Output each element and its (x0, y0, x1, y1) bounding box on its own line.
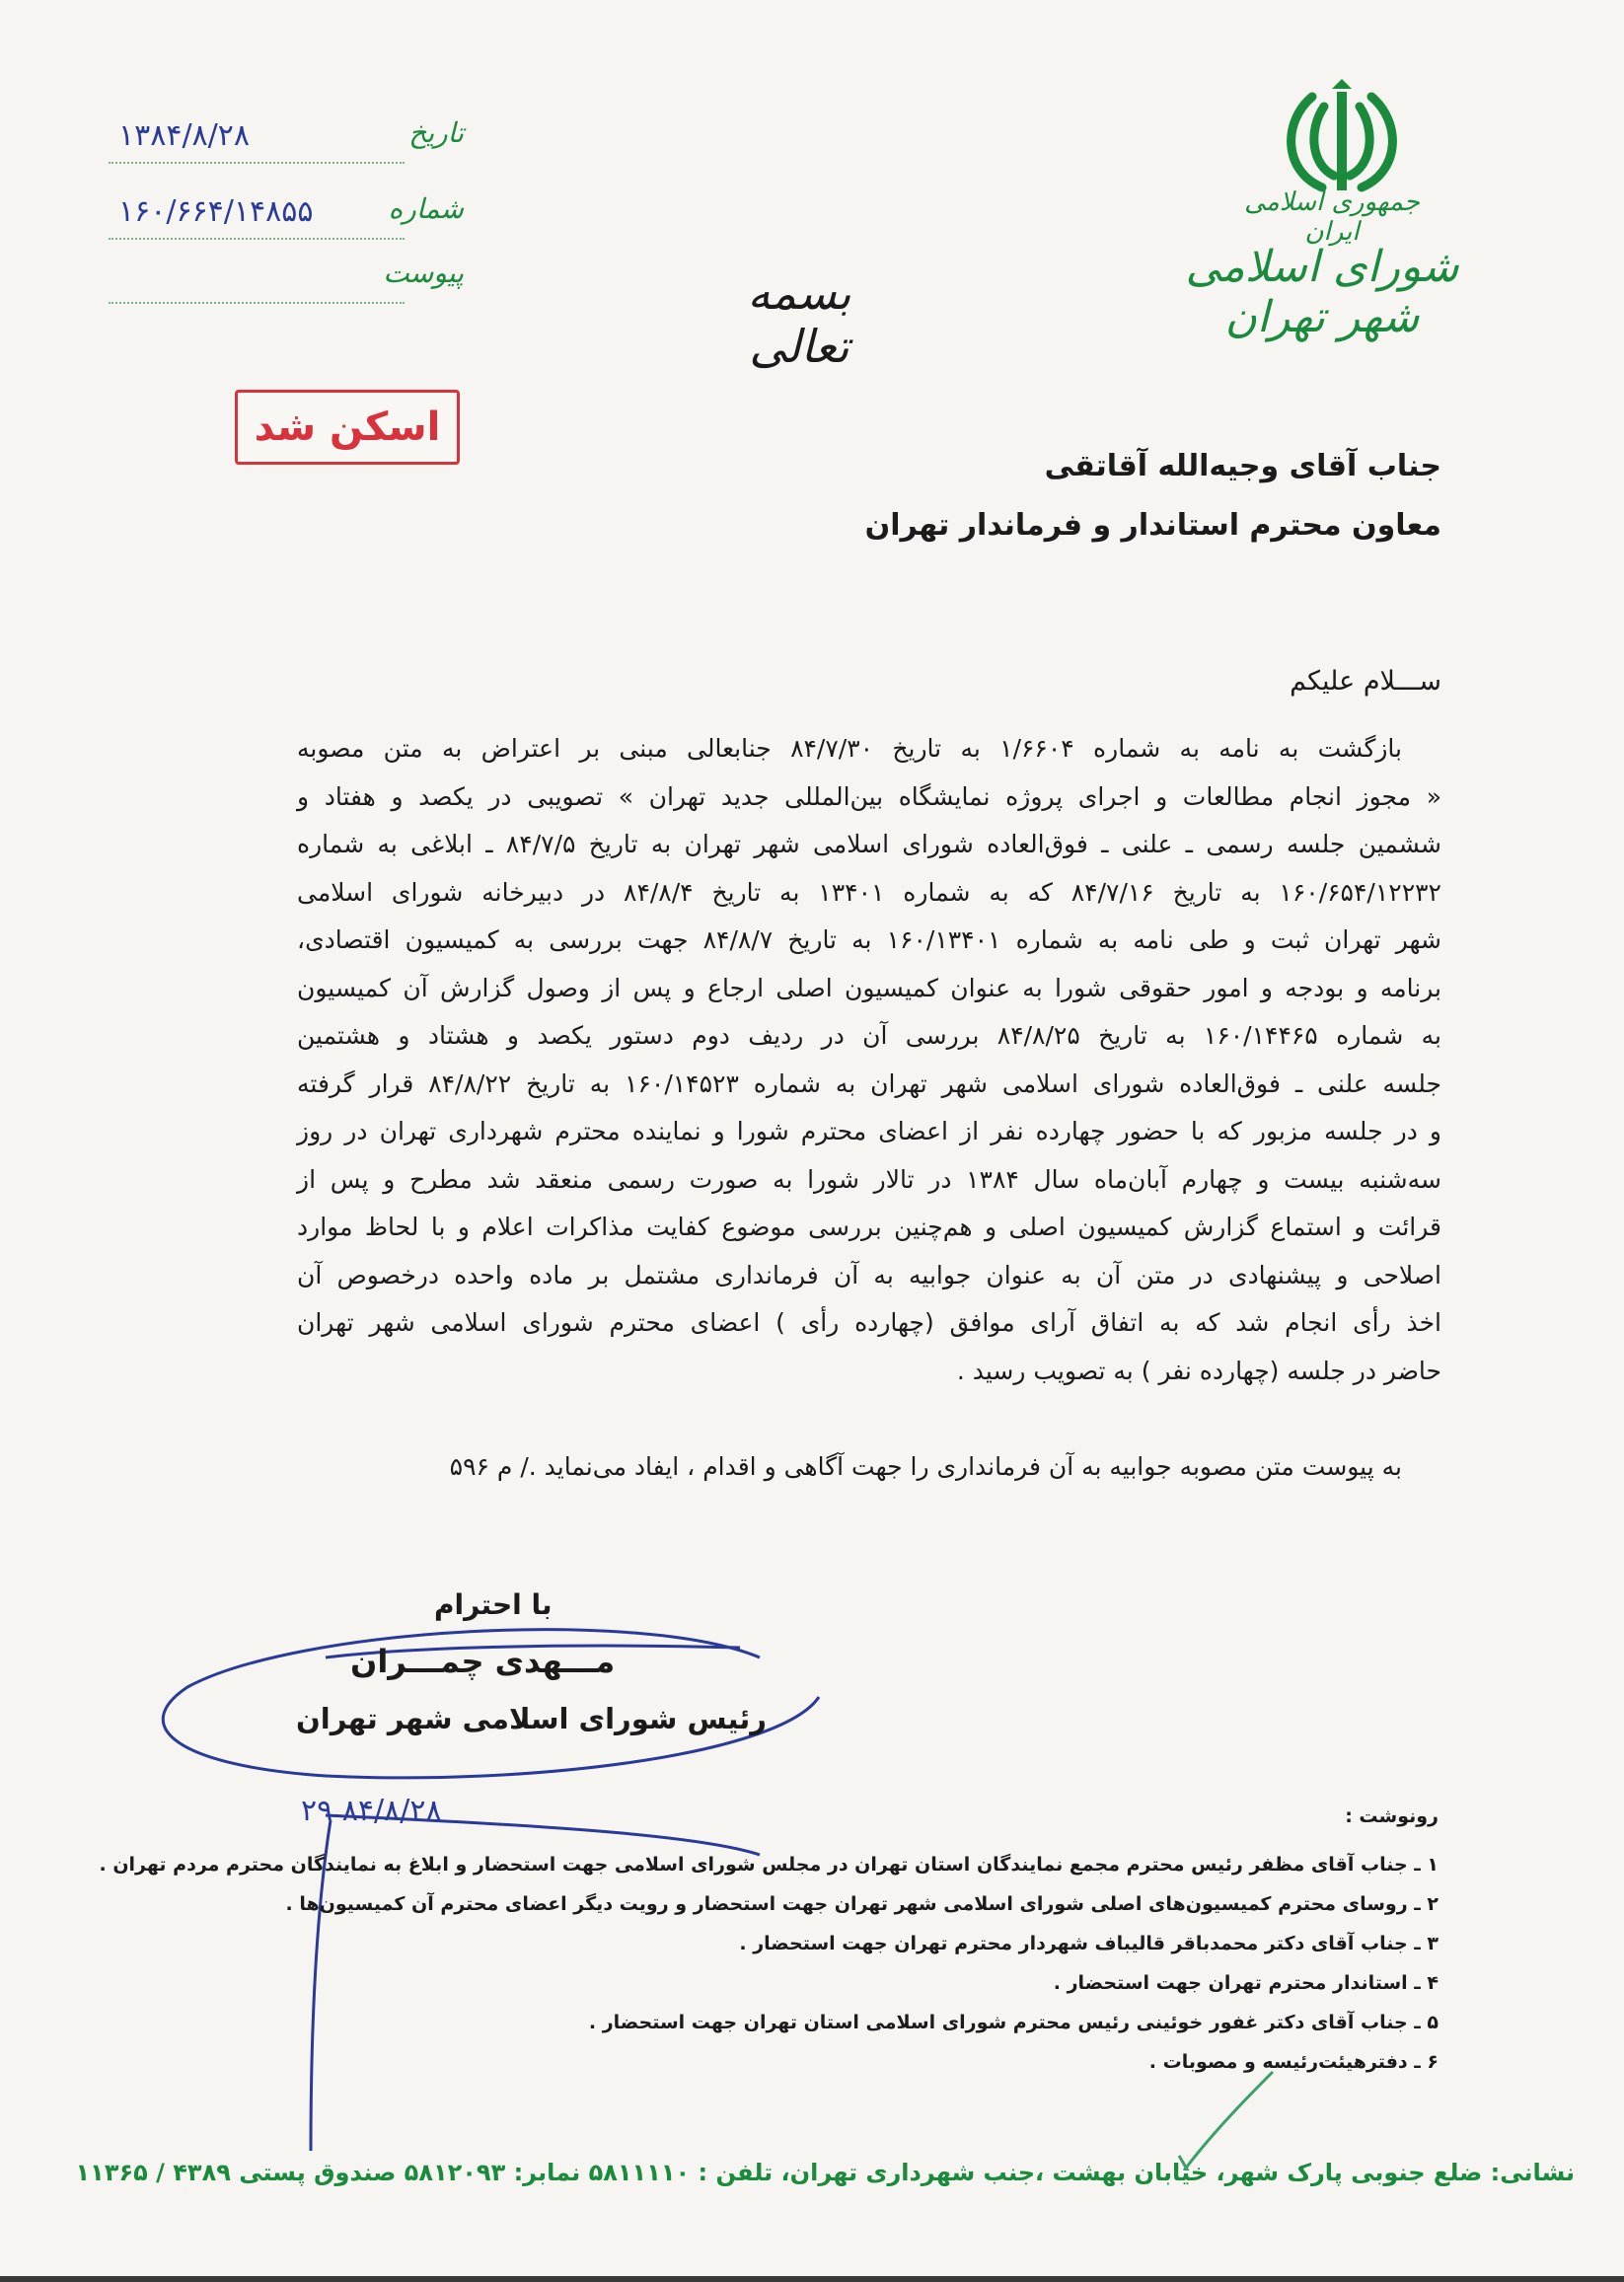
dotted-line (109, 302, 405, 304)
closing-line: به پیوست متن مصوبه جوابیه به آن فرمانداری را جهت آگاهی و اقدام ، ایفاد می‌نماید ./ م ۵۹۶ (449, 1452, 1402, 1481)
body-line: اصلاحی و پیشنهادی در متن آن به عنوان جوابیه به آن فرمانداری مشتمل بر ماده واحده درخصوص آن (297, 1260, 1441, 1289)
body-line: و در جلسه مزبور که با حضور چهارده نفر از اعضای محترم شورا و نماینده محترم شهرداری تهران در روز (297, 1117, 1441, 1145)
date-value: ۱۳۸۴/۸/۲۸ (118, 118, 251, 153)
body-line: برنامه و بودجه و امور حقوقی شورا به عنوان کمیسیون اصلی ارجاع و پس از وصول گزارش آن کمیسیون (297, 973, 1441, 1002)
body-line: بازگشت به نامه به شماره ۱/۶۶۰۴ به تاریخ ۸۴/۷/۳۰ جنابعالی مبنی بر اعتراض به متن مصوبه (297, 734, 1402, 763)
addressee-name: جناب آقای وجیه‌الله آقاتقی (1044, 449, 1441, 483)
date-row (109, 116, 464, 166)
footer-address: نشانی: ضلع جنوبی پارک شهر، خیابان بهشت ،جنب شهرداری تهران، تلفن : ۵۸۱۱۱۱۰ نمابر: ۵۸۱۲۰۹۳ صندوق پستی ۴۳۸۹ / ۱۱۳۶۵ (75, 2159, 1575, 2186)
signer-name: مـــهدی چمـــران (350, 1643, 616, 1680)
attachment-row (109, 257, 464, 306)
addressee-title: معاون محترم استاندار و فرماندار تهران (864, 508, 1441, 543)
cc-item: ۶ ـ دفترهیئت‌رئیسه و مصوبات . (1148, 2051, 1439, 2073)
body-line: « مجوز انجام مطالعات و اجرای پروژه نمایشگاه بین‌المللی جدید تهران » تصویبی در یکصد و هفتاد و (297, 781, 1441, 811)
dotted-line (109, 238, 405, 240)
cc-label: رونوشت : (1345, 1805, 1439, 1827)
salutation: ســـلام علیکم (1290, 666, 1441, 697)
respect-closing: با احترام (434, 1588, 553, 1621)
body-line: حاضر در جلسه (چهارده نفر ) به تصویب رسید . (956, 1356, 1441, 1385)
iran-emblem-icon (1273, 77, 1411, 205)
cc-item: ۵ ـ جناب آقای دکتر غفور خوئینی رئیس محترم شورای اسلامی استان تهران جهت استحضار . (588, 2012, 1439, 2033)
body-line: شهر تهران ثبت و طی نامه به شماره ۱۶۰/۱۳۴۰۱ به تاریخ ۸۴/۸/۷ جهت بررسی به کمیسیون اقتصادی، (297, 925, 1441, 954)
number-row (109, 192, 464, 242)
letter-body (297, 725, 1441, 1395)
signer-title: رئیس شورای اسلامی شهر تهران (296, 1702, 767, 1735)
cc-item: ۱ ـ جناب آقای مظفر رئیس محترم مجمع نمایندگان استان تهران در مجلس شورای اسلامی جهت استحضار و ابلاغ به نمایندگان محترم مردم تهران . (99, 1854, 1439, 1876)
number-value: ۱۶۰/۶۶۴/۱۴۸۵۵ (118, 194, 314, 229)
body-line: ۱۶۰/۶۵۴/۱۲۲۳۲ به تاریخ ۸۴/۷/۱۶ که به شماره ۱۳۴۰۱ به تاریخ ۸۴/۸/۴ در دبیرخانه شورای اسلامی (297, 877, 1441, 907)
council-name: شورای اسلامی شهر تهران (1185, 242, 1459, 342)
body-line: ششمین جلسه رسمی ـ علنی ـ فوق‌العاده شورای اسلامی شهر تهران به تاریخ ۸۴/۷/۵ ـ ابلاغی به شماره (297, 830, 1441, 858)
attachment-label: پیوست (383, 257, 464, 289)
scan-edge (0, 2276, 1624, 2282)
body-line: سه‌شنبه بیست و چهارم آبان‌ماه سال ۱۳۸۴ در تالار شورا به صورت رسمی منعقد شد مطرح و پس از (297, 1164, 1441, 1194)
number-label: شماره (388, 192, 464, 225)
body-line: قرائت و استماع گزارش کمیسیون اصلی و هم‌چنین بررسی موضوع کفایت مذاکرات اعلام و با لحاظ موارد (297, 1213, 1441, 1241)
cc-list (100, 1845, 1439, 2082)
country-name: جمهوری اسلامی ایران (1244, 187, 1420, 247)
invocation: بسمه تعالی (747, 266, 851, 373)
body-line: اخذ رأی انجام شد که به اتفاق آرای موافق (چهارده رأی ) اعضای محترم شورای اسلامی شهر تهران (297, 1308, 1441, 1337)
scanned-stamp: اسکن شد (235, 390, 460, 465)
cc-item: ۲ ـ روسای محترم کمیسیون‌های اصلی شورای اسلامی شهر تهران جهت استحضار و رویت دیگر اعضای محترم آن کمیسیون‌ها . (285, 1893, 1439, 1915)
handwritten-date: ۸۴/۸/۲۸ ۲۹ (301, 1794, 442, 1828)
body-line: جلسه علنی ـ فوق‌العاده شورای اسلامی شهر تهران به شماره ۱۶۰/۱۴۵۲۳ به تاریخ ۸۴/۸/۲۲ قرار گرفته (297, 1068, 1441, 1098)
body-line: به شماره ۱۶۰/۱۴۴۶۵ به تاریخ ۸۴/۸/۲۵ بررسی آن در ردیف دوم دستور یکصد و هشتاد و هشتمین (297, 1021, 1441, 1050)
cc-item: ۴ ـ استاندار محترم تهران جهت استحضار . (1053, 1972, 1439, 1994)
cc-item: ۳ ـ جناب آقای دکتر محمدباقر قالیباف شهردار محترم تهران جهت استحضار . (739, 1933, 1439, 1954)
dotted-line (109, 162, 405, 164)
date-label: تاریخ (408, 116, 464, 149)
